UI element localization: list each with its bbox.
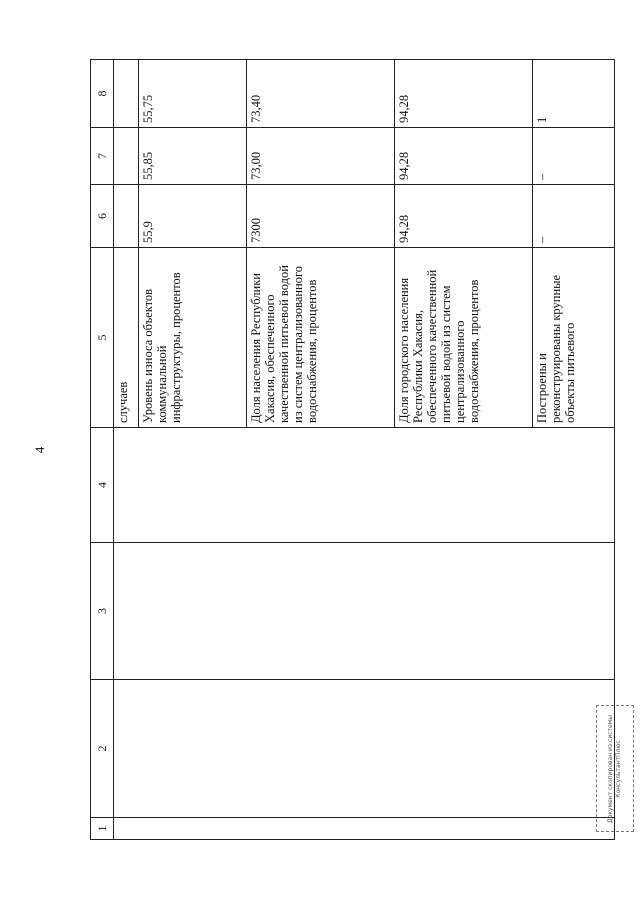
continuation-text: случаев [114, 248, 139, 428]
header-col-1: 1 [91, 818, 114, 840]
header-col-7: 7 [91, 128, 114, 185]
value-col-6: 55,9 [139, 185, 247, 248]
indicator-name: Уровень износа объектов коммунальной инфраструктуры, процентов [139, 248, 247, 428]
table-cell [114, 185, 139, 248]
value-col-8: 73,40 [247, 60, 395, 128]
header-col-6: 6 [91, 185, 114, 248]
indicator-name: Доля населения Республики Хакасия, обеспеченного качественной питьевой водой из систем централизованного водоснабжения, процентов [247, 248, 395, 428]
value-col-7: 73,00 [247, 128, 395, 185]
indicator-name: Построены и реконструированы крупные объекты питьевого [533, 248, 615, 428]
copy-stamp [596, 705, 634, 832]
cell-col-3 [114, 543, 615, 680]
table-cell [114, 60, 139, 128]
header-row [91, 60, 114, 840]
header-col-4: 4 [91, 428, 114, 543]
cell-col-4 [114, 428, 615, 543]
table-container [90, 60, 615, 840]
value-col-6: 94,28 [395, 185, 533, 248]
cell-col-2 [114, 680, 615, 818]
indicators-table [90, 59, 615, 840]
stamp-text: Документ скопирован из системы КонсультантПлюс [607, 714, 622, 823]
header-col-8: 8 [91, 60, 114, 128]
header-col-2: 2 [91, 680, 114, 818]
value-col-8: 1 [533, 60, 615, 128]
continuation-row [114, 60, 139, 840]
header-col-5: 5 [91, 248, 114, 428]
page-number: 4 [32, 446, 47, 454]
value-col-8: 55,75 [139, 60, 247, 128]
value-col-8: 94,28 [395, 60, 533, 128]
value-col-6: – [533, 185, 615, 248]
value-col-7: 55,85 [139, 128, 247, 185]
indicator-name: Доля городского населения Республики Хакасия, обеспеченного качественной питьевой водой из систем централизованного водоснабжения, процентов [395, 248, 533, 428]
table-cell [114, 128, 139, 185]
header-col-3: 3 [91, 543, 114, 680]
value-col-7: – [533, 128, 615, 185]
value-col-6: 7300 [247, 185, 395, 248]
value-col-7: 94,28 [395, 128, 533, 185]
cell-col-1 [114, 818, 615, 840]
